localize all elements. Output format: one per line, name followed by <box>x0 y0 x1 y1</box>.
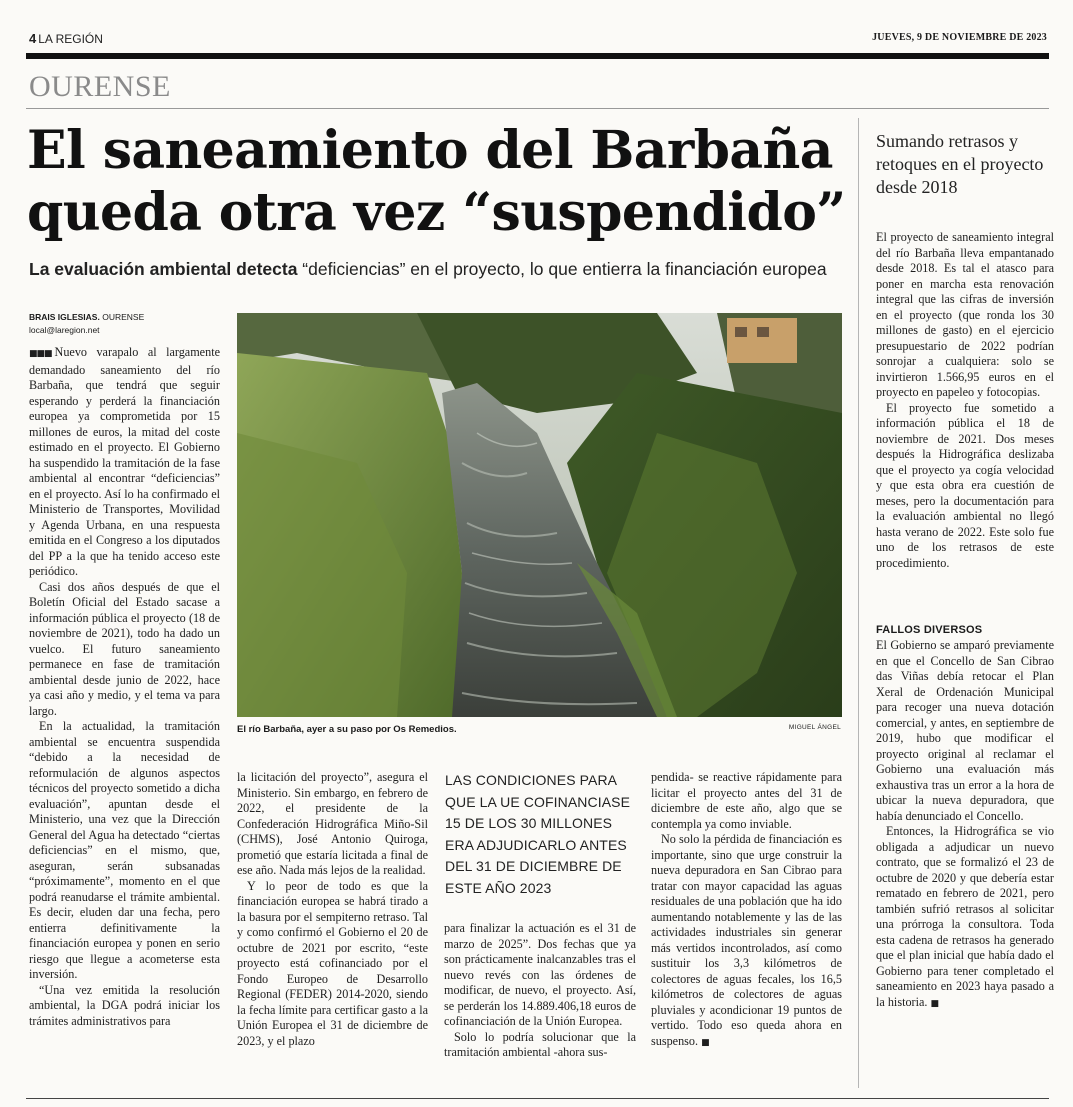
subheadline <box>29 259 849 280</box>
end-mark-icon: ■ <box>701 1037 710 1048</box>
paragraph: El proyecto de saneamiento integral del río Barbaña lleva empantanado desde 2018. Es tal el atasco para poner en marcha esta renovación integral que las cifras de inversión en el proyecto (que ronda los 30 millones de gasto) en el ejercicio presupuestario de 2022 podrían sonrojar a cualquiera: solo se invirtieron 1.566,95 euros en el proyecto en papeleo y fotocopias. <box>876 230 1054 399</box>
paragraph-text: Nuevo varapalo al largamente demandado saneamiento del río Barbaña, que tendrá que seguir esperando y perderá la financiación europea ya comprometida por 15 millones de euros, la mitad del coste estimado en el proyecto. El Gobierno ha suspendido la tramitación de la fase ambiental al encontrar “deficiencias” en el proyecto. Así lo ha confirmado el Ministerio de Transportes, Movilidad y Agenda Urbana, en una respuesta emitida en el Congreso a los diputados del PP a la que ha tenido acceso este periódico. <box>29 345 220 578</box>
sidebar-subhead: FALLOS DIVERSOS <box>876 624 983 636</box>
paragraph: “Una vez emitida la resolución ambiental, la DGA podrá iniciar los trámites administrativos para <box>29 982 220 1028</box>
subhead-rest: “deficiencias” en el proyecto, lo que entierra la financiación europea <box>297 259 827 279</box>
section-rule <box>26 108 1049 109</box>
river-photo-illustration <box>237 313 842 717</box>
paragraph: Y lo peor de todo es que la financiación europea se habrá tirado a la basura por el sempiterno retraso. Tal y como confirmó el Gobierno el 20 de octubre de 2021 por escrito, “este proyecto está cofinanciado por el Fondo Europeo de Desarrollo Regional (FEDER) 2014-2020, siendo la fecha límite para certificar gasto a la Unión Europea el 31 de diciembre de 2023, y el plazo <box>237 878 428 1048</box>
paragraph-text: Entonces, la Hidrográfica se vio obligada a adjudicar un nuevo contrato, que se formalizó el 23 de octubre de 2020 y que debería estar rematado en febrero de 2021, pero también sufrió retrasos al solicitar una prórroga la consultora. Toda esta cadena de retrasos ha generado que el plan inicial que había dado el Gobierno para tener completado el saneamiento en 2023 haya pasado a la historia. <box>876 824 1054 1009</box>
sidebar-block-1 <box>876 230 1054 571</box>
subhead-bold: La evaluación ambiental detecta <box>29 259 298 279</box>
article-column-2 <box>237 770 428 1049</box>
paragraph-text: No solo la pérdida de financiación es importante, sino que urge construir la nueva depuradora en San Cibrao para tratar con mayor capacidad las aguas residuales de una población que ha ido aumentando notablemente y las de las actividades industriales sin generar más vertidos incontrolados, así como sustituir los 3,3 kilómetros de colectores de aguas fecales, los 16,5 kilómetros de colectores de aguas pluviales y acondicionar 19 puntos de vertido. Todo eso queda ahora en suspenso. <box>651 832 842 1048</box>
article-column-3 <box>444 921 636 1061</box>
article-column-4 <box>651 770 842 1051</box>
paragraph: Casi dos años después de que el Boletín Oficial del Estado sacase a información pública el proyecto (18 de noviembre de 2021), todo ha dado un vuelco. El futuro saneamiento permanece en fase de tramitación ambiental desde junio de 2022, hace ya casi año y medio, y el tema va para largo. <box>29 579 220 718</box>
sidebar-block-2 <box>876 638 1054 1012</box>
pull-quote: LAS CONDICIONES PARA QUE LA UE COFINANCIASE 15 DE LOS 30 MILLONES ERA ADJUDICARLO ANTES DEL 31 DE DICIEMBRE DE ESTE AÑO 2023 <box>445 772 631 896</box>
article-column-1 <box>29 345 220 1029</box>
paragraph: pendida- se reactive rápidamente para licitar el proyecto antes del 31 de diciembre de este año, algo que se contempla ya como inviable. <box>651 770 842 831</box>
photo-credit: MIGUEL ÁNGEL <box>788 724 841 731</box>
photo-caption: El río Barbaña, ayer a su paso por Os Remedios. <box>237 724 457 735</box>
paragraph: para finalizar la actuación es el 31 de marzo de 2025”. Dos fechas que ya son prácticamente inalcanzables tras el nuevo revés con las órdenes de modificar, de nuevo, el proyecto. Así, se perderán los 14.889.406,18 euros de cofinanciación de la Unión Europea. <box>444 921 636 1028</box>
issue-date: JUEVES, 9 DE NOVIEMBRE DE 2023 <box>872 32 1047 43</box>
paragraph: El proyecto fue sometido a información pública el 18 de noviembre de 2021. Dos meses después la Hidrográfica deslizaba que el proyecto ya cogía velocidad y que esta obra era cuestión de meses, pero la documentación para la evaluación ambiental no llegó hasta verano de 2022. Este solo fue uno de los retrasos de este procedimiento. <box>876 400 1054 570</box>
author-name: BRAIS IGLESIAS. <box>29 312 100 322</box>
lead-marker: ■■■ <box>29 349 52 359</box>
section-name: OURENSE <box>29 70 171 103</box>
paragraph <box>651 832 842 1051</box>
byline <box>29 311 144 337</box>
author-email: local@laregion.net <box>29 325 100 335</box>
sidebar-divider <box>858 118 859 1088</box>
footer-rule <box>26 1098 1049 1099</box>
paragraph <box>876 824 1054 1012</box>
headline: El saneamiento del Barbaña queda otra vez “suspendido” <box>27 120 846 243</box>
end-mark-icon: ■ <box>930 998 940 1009</box>
author-place: OURENSE <box>99 312 145 322</box>
header-rule <box>26 53 1049 59</box>
paragraph: Solo lo podría solucionar que la tramitación ambiental -ahora sus- <box>444 1029 636 1059</box>
publication-name: LA REGIÓN <box>38 32 103 46</box>
paragraph: El Gobierno se amparó previamente en que el Concello de San Cibrao das Viñas debía retocar el Plan Xeral de Ordenación Municipal para recoger una nueva dotación comercial, y antes, en septiembre de 2019, hubo que modificar el proyecto original al reclamar el Gobierno una evaluación más exhaustiva tras un error a la hora de ubicar la nueva depuradora, que había denunciado el Concello. <box>876 638 1054 823</box>
paragraph: En la actualidad, la tramitación ambiental se encuentra suspendida “debido a la necesidad de reformulación de algunos aspectos técnicos del proyecto sometido a dicha evaluación”, apuntan desde el Ministerio, una vez que la Dirección General del Agua ha detectado “ciertas deficiencias” en el mismo, que, aseguran, serán subsanadas “próximamente”, momento en el que podrá reanudarse el trámite ambiental. Es decir, eluden dar una fecha, pero entierra definitivamente la financiación europea y ponen en serio riesgo que llegue a acometerse esta inversión. <box>29 719 220 981</box>
river-photo <box>237 313 842 717</box>
paragraph: la licitación del proyecto”, asegura el Ministerio. Sin embargo, en febrero de 2022, el presidente de la Confederación Hidrográfica Miño-Sil (CHMS), José Antonio Quiroga, prometió que estaría licitada a final de ese año. Nada más lejos de la realidad. <box>237 770 428 877</box>
paragraph <box>29 345 220 580</box>
page-number: 4 <box>29 31 37 46</box>
page-folio <box>29 31 103 46</box>
sidebar-title: Sumando retrasos y retoques en el proyecto desde 2018 <box>876 131 1044 197</box>
